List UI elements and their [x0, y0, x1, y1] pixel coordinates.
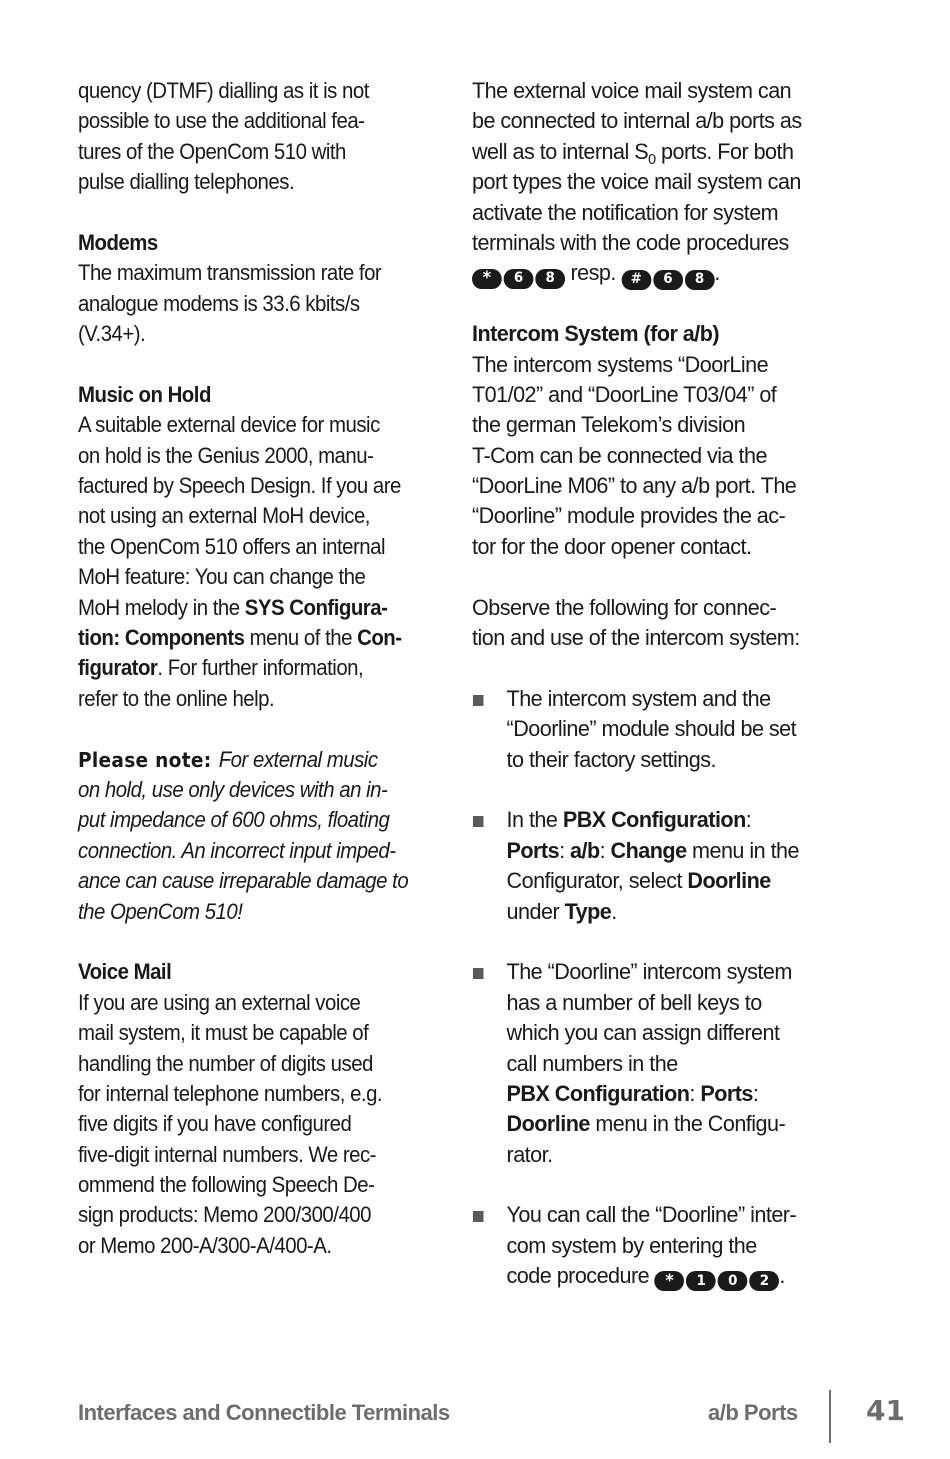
- key-1-icon: 1: [686, 1271, 716, 1291]
- bullet-square-icon: [473, 695, 484, 706]
- key-8-icon: 8: [685, 270, 715, 290]
- music-on-hold-heading: Music on Hold: [78, 381, 211, 407]
- key-0-icon: 0: [718, 1271, 748, 1291]
- list-item: The “Doorline” intercom system has a number of bell keys to which you can assign different call numbers in the PBX Configuration: Ports: Doorline menu in the Configu- rator.: [472, 957, 784, 1170]
- bullet-square-icon: [473, 1211, 484, 1222]
- key-2-icon: 2: [750, 1271, 780, 1291]
- intro-paragraph: quency (DTMF) dialling as it is not possible to use the additional fea- tures of the OpenCom 510 with pulse dialling telephones.: [78, 78, 369, 195]
- code-keys-star-1-0-2: [655, 1271, 780, 1291]
- bullet-square-icon: [473, 968, 484, 979]
- list-item: The intercom system and the “Doorline” module should be set to their factory settings.: [472, 684, 784, 775]
- key-8-icon: 8: [535, 269, 565, 289]
- page-number: 41: [866, 1394, 905, 1427]
- footer-section-title: a/b Ports: [708, 1400, 798, 1425]
- music-on-hold-section: Music on Hold A suitable external device for music on hold is the Genius 2000, manu- factured by Speech Design. If you are not using an external MoH device, the OpenCom 510 offers an internal MoH feature: You can change the MoH melody in the SYS Configura- tion: Components menu of the Con- figurator. For further information, refer to the online help.: [78, 381, 402, 711]
- key-6-icon: 6: [653, 270, 683, 290]
- right-column: [472, 76, 802, 1322]
- key-star-icon: *: [472, 269, 502, 289]
- modems-section: Modems The maximum transmission rate for analogue modems is 33.6 kbits/s (V.34+).: [78, 229, 382, 347]
- external-voice-mail-paragraph: The external voice mail system can be connected to internal a/b ports as well as to internal $S_0$ ports. For both port types the voice mail system can activate the notification for system terminals with the code procedures * 6 8 resp. # 6 8 .: [472, 78, 802, 289]
- key-6-icon: 6: [504, 269, 534, 289]
- code-keys-hash-6-8: [621, 270, 714, 290]
- please-note-label: Please note:: [78, 747, 212, 772]
- voice-mail-heading: Voice Mail: [78, 959, 172, 985]
- list-item: In the PBX Configuration: Ports: a/b: Change menu in the Configurator, select Doorline under Type.: [472, 805, 784, 927]
- intercom-heading: Intercom System (for a/b): [472, 321, 720, 347]
- voice-mail-section: Voice Mail If you are using an external voice mail system, it must be capable of handling the number of digits used for internal telephone numbers, e.g. five digits if you have configured five-digit internal numbers. We rec- ommend the following Speech De- sign products: Memo 200/300/400 or Memo 200-A/300-A/400-A.: [78, 959, 383, 1258]
- footer-chapter-title: Interfaces and Connectible Terminals: [78, 1400, 450, 1425]
- bullet-square-icon: [473, 816, 484, 827]
- key-hash-icon: #: [621, 270, 651, 290]
- key-star-icon: *: [655, 1271, 685, 1291]
- list-item: You can call the “Doorline” inter- com system by entering the code procedure * 1 0 2 .: [472, 1200, 784, 1291]
- modems-heading: Modems: [78, 229, 158, 255]
- observe-paragraph: Observe the following for connec- tion and use of the intercom system:: [472, 594, 800, 651]
- footer-divider: [829, 1390, 831, 1443]
- please-note-box: Please note: For external music on hold, use only devices with an in- put impedance of 600 ohms, floating connection. An incorrect input imped- ance can cause irreparable damage to the OpenCom 510!: [78, 746, 409, 924]
- intercom-section: Intercom System (for a/b) The intercom systems “DoorLine T01/02” and “DoorLine T03/04” of the german Telekom’s division T-Com can be connected via the “DoorLine M06” to any a/b port. The “Doorline” module provides the ac- tor for the door opener contact.: [472, 321, 797, 559]
- code-keys-star-6-8: [472, 269, 565, 289]
- left-column: [78, 76, 409, 1292]
